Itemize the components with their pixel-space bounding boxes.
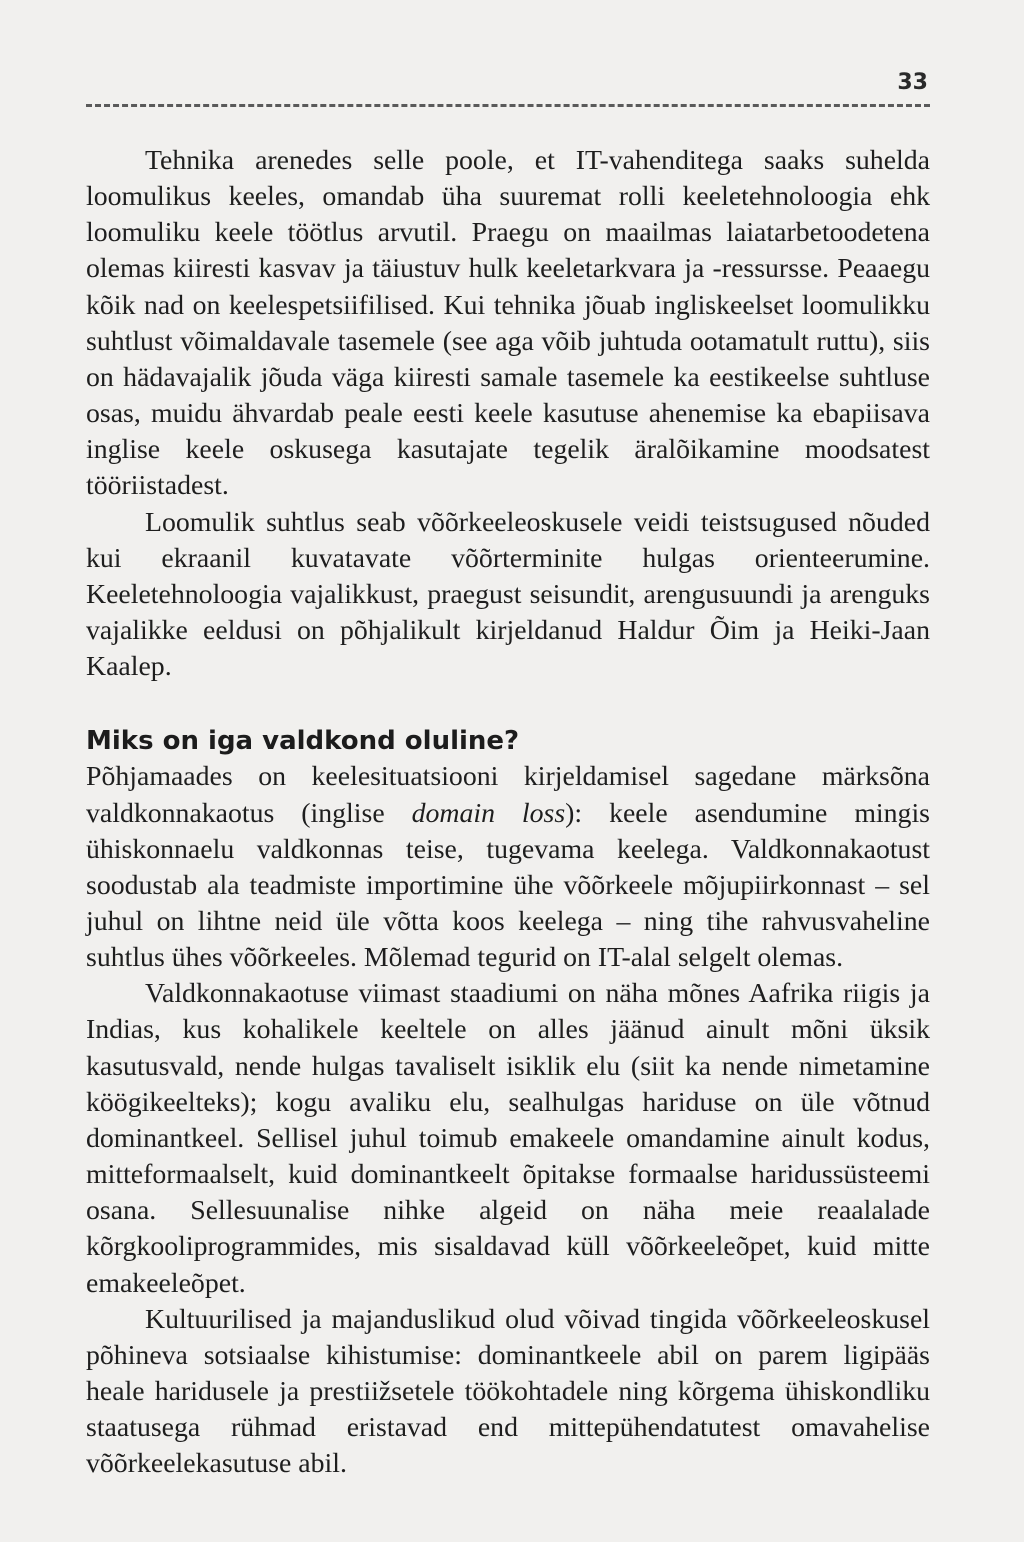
paragraph-domain-loss-last-stage: Valdkonnakaotuse viimast staadiumi on näha mõnes Aafrika riigis ja Indias, kus kohalikele keeltele on alles jäänud ainult mõni üksik kasutusvald, nende hulgas tavaliselt isiklik elu (siit ka nende nimetamine köögikeelteks); kogu avaliku elu, sealhulgas hariduse on üle võtnud dominantkeel. Sellisel juhul toimub emakeele omandamine ainult kodus, mitteformaalselt, kuid dominantkeelt õpitakse formaalse haridussüsteemi osana. Sellesuunalise nihke algeid on näha meie reaalalade kõrgkooliprogrammides, mis sisaldavad küll võõrkeeleõpet, kuid mitte emakeeleõpet. bbox=[86, 978, 930, 1299]
section-heading: Miks on iga valdkond oluline? bbox=[86, 726, 520, 757]
page-number: 33 bbox=[897, 70, 928, 95]
domain-loss-text-after: ): keele asendumine mingis ühiskonnaelu valdkonnas teise, tugevama keelega. Valdkonnakaotust soodustab ala teadmiste importimine ühe võõrkeele mõjupiirkonnast – sel juhul on lihtne neid üle võtta koos keelega – ning tihe rahvusvaheline suhtlus ühes võõrkeeles. Mõlemad tegurid on IT-alal selgelt olemas. bbox=[86, 797, 930, 974]
paragraph-it-language-technology: Tehnika arenedes selle poole, et IT-vahenditega saaks suhelda loomulikus keeles, omandab üha suuremat rolli keeletehnoloogia ehk loomuliku keele töötlus arvutil. Praegu on maailmas laiatarbetoodetena olemas kiiresti kasvav ja täiustuv hulk keeletarkvara ja -ressursse. Peaaegu kõik nad on keelespetsiifilised. Kui tehnika jõuab ingliskeelset loomulikku suhtlust võimaldavale tasemele (see aga võib juhtuda ootamatult ruttu), siis on hädavajalik jõuda väga kiiresti samale tasemele ka eestikeelse suhtluse osas, muidu ähvardab peale eesti keele kasutuse ahenemise ka ebapiisava inglise keele oskusega kasutajate tegelik äralõikamine moodsatest tööriistadest. bbox=[86, 145, 930, 502]
domain-loss-text-before: Põhjamaades on keelesituatsiooni kirjeldamisel sagedane märksõna valdkonnakaotus (inglise bbox=[86, 761, 930, 829]
header-dashed-rule bbox=[86, 104, 930, 107]
page-body-text bbox=[86, 143, 930, 1482]
domain-loss-term: domain loss bbox=[411, 797, 566, 829]
paragraph-social-stratification: Kultuurilised ja majanduslikud olud võivad tingida võõrkeeleoskusel põhineva sotsiaalse kihistumise: dominantkeele abil on parem ligipääs heale haridusele ja prestiižsetele töökohtadele ning kõrgema ühiskondliku staatusega rühmad eristavad end mittepühendatutest omavahelise võõrkeelekasutuse abil. bbox=[86, 1303, 930, 1480]
paragraph-natural-communication: Loomulik suhtlus seab võõrkeeleoskusele veidi teistsugused nõuded kui ekraanil kuvatavate võõrterminite hulgas orienteerumine. Keeletehnoloogia vajalikkust, praegust seisundit, arengusuundi ja arenguks vajalikke eeldusi on põhjalikult kirjeldanud Haldur Õim ja Heiki-Jaan Kaalep. bbox=[86, 506, 930, 683]
paragraph-domain-loss bbox=[86, 759, 930, 976]
